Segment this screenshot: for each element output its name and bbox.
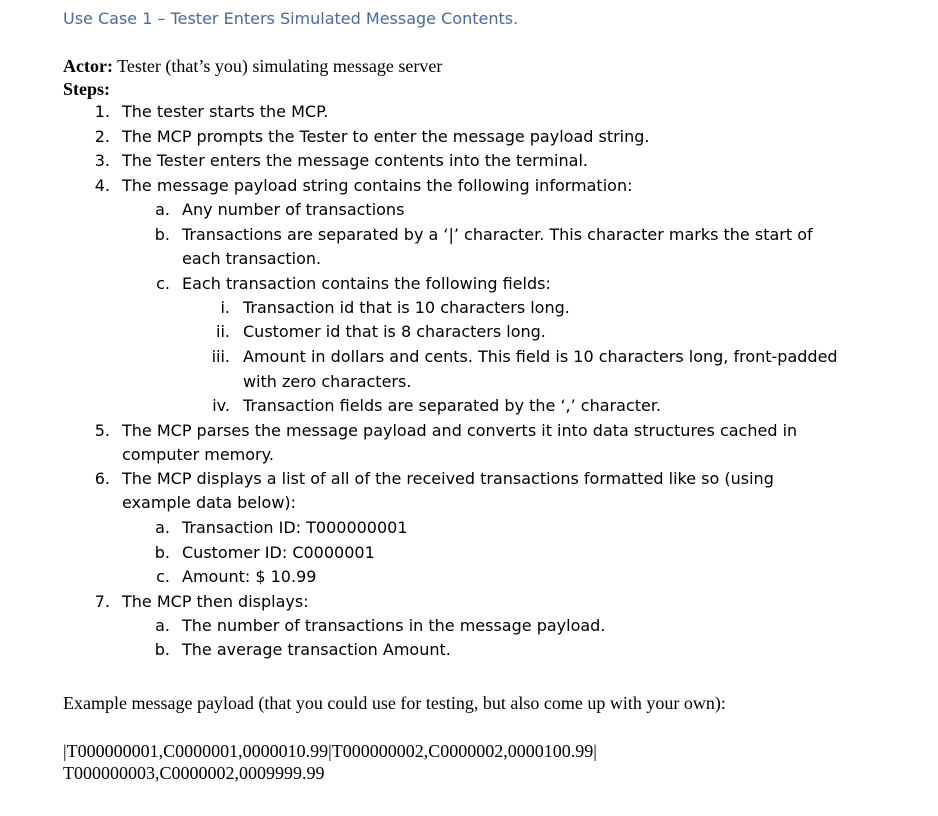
example-intro: Example message payload (that you could use for testing, but also come up with your own):: [63, 693, 726, 713]
list-text: Customer ID: C0000001: [182, 543, 375, 562]
list-marker: 3.: [94, 151, 110, 170]
list-text: Amount: $ 10.99: [182, 567, 317, 586]
list-text: The tester starts the MCP.: [122, 102, 329, 121]
list-marker: iv.: [212, 396, 230, 415]
actor-line: [63, 56, 442, 77]
example-payload-line-1: |T000000001,C0000001,0000010.99|T000000002,C0000002,0000100.99|: [63, 741, 597, 761]
list-marker: a.: [155, 200, 170, 219]
example-payload-line-2: T000000003,C0000002,0009999.99: [63, 763, 325, 783]
list-marker: c.: [156, 274, 170, 293]
list-marker: 6.: [94, 469, 110, 488]
list-text: Any number of transactions: [182, 200, 405, 219]
list-text: The MCP parses the message payload and converts it into data structures cached in: [122, 421, 798, 440]
document-title: Use Case 1 – Tester Enters Simulated Message Contents.: [63, 9, 519, 28]
list-text: example data below):: [122, 493, 297, 512]
list-text: The MCP displays a list of all of the received transactions formatted like so (using: [122, 469, 774, 488]
list-marker: b.: [154, 225, 170, 244]
list-marker: c.: [156, 567, 170, 586]
list-marker: b.: [154, 640, 170, 659]
list-marker: a.: [155, 518, 170, 537]
list-text: Amount in dollars and cents. This field is 10 characters long, front-padded: [243, 347, 838, 366]
list-text: The Tester enters the message contents into the terminal.: [122, 151, 588, 170]
list-marker: 5.: [94, 421, 110, 440]
list-text: with zero characters.: [243, 372, 412, 391]
list-text: Transaction fields are separated by the ‘,’ character.: [243, 396, 662, 415]
list-marker: b.: [154, 543, 170, 562]
list-text: Transaction ID: T000000001: [182, 518, 408, 537]
list-text: The average transaction Amount.: [182, 640, 451, 659]
list-marker: 7.: [94, 592, 110, 611]
list-text: Transactions are separated by a ‘|’ character. This character marks the start of: [182, 225, 813, 244]
list-text: The MCP then displays:: [122, 592, 309, 611]
list-text: Transaction id that is 10 characters long.: [243, 298, 570, 317]
list-marker: a.: [155, 616, 170, 635]
list-text: computer memory.: [122, 445, 274, 464]
list-marker: 1.: [94, 102, 110, 121]
actor-label: Actor:: [63, 56, 113, 76]
list-marker: iii.: [211, 347, 230, 366]
steps-label: Steps:: [63, 79, 111, 99]
list-text: The message payload string contains the following information:: [122, 176, 633, 195]
list-text: The number of transactions in the message payload.: [182, 616, 606, 635]
actor-text: Tester (that’s you) simulating message server: [117, 56, 443, 76]
list-marker: 4.: [94, 176, 110, 195]
list-text: Customer id that is 8 characters long.: [243, 322, 546, 341]
list-marker: i.: [220, 298, 230, 317]
list-text: Each transaction contains the following fields:: [182, 274, 551, 293]
list-marker: 2.: [94, 127, 110, 146]
list-text: The MCP prompts the Tester to enter the message payload string.: [122, 127, 650, 146]
list-marker: ii.: [216, 322, 230, 341]
list-text: each transaction.: [182, 249, 322, 268]
